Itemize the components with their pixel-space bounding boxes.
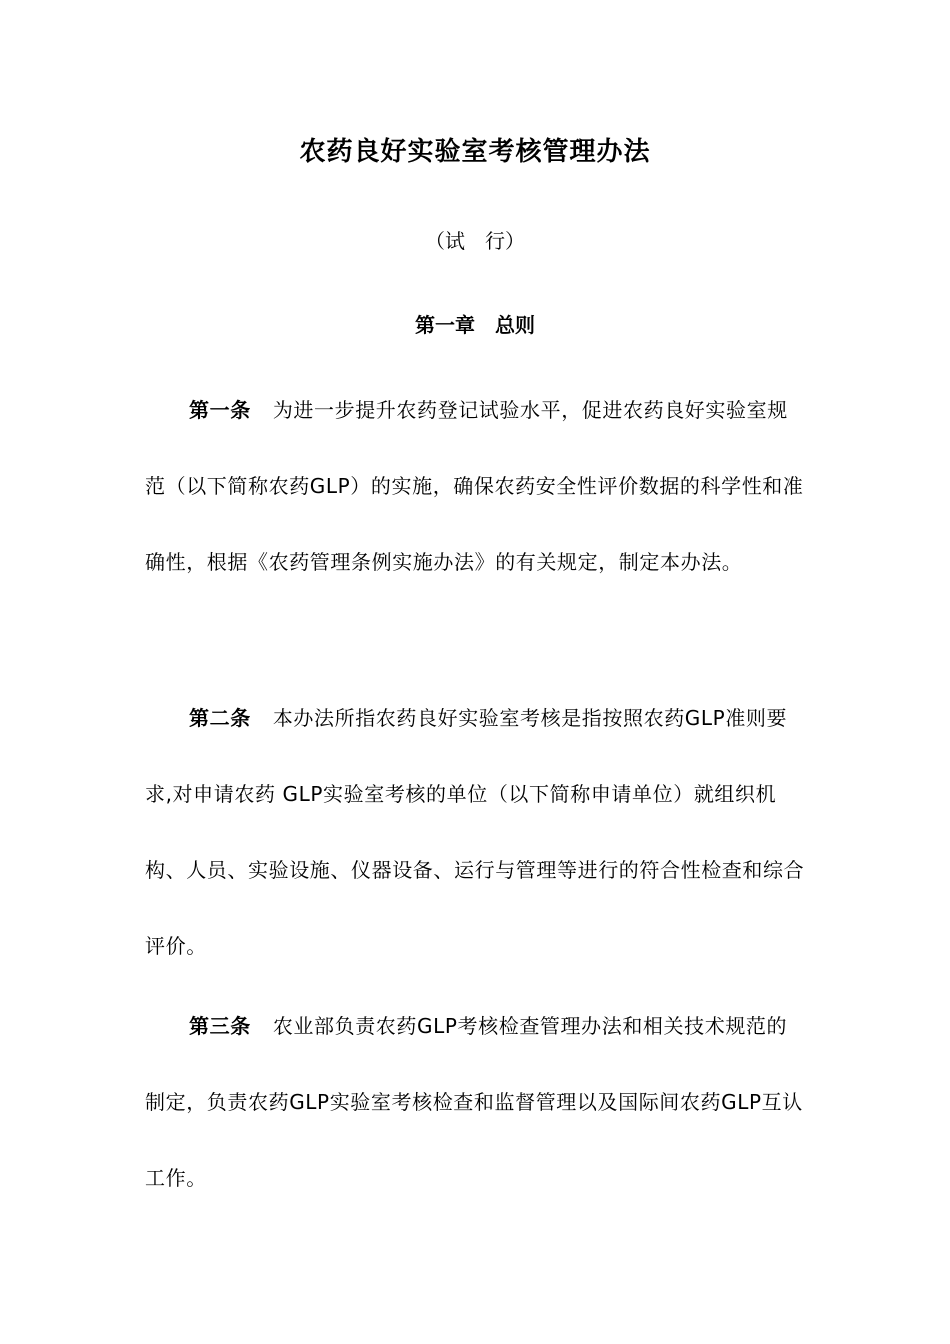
document-title: 农药良好实验室考核管理办法 <box>299 137 651 167</box>
article-1-text: 为进一步提升农药登记试验水平，促进农药良好实验室规范（以下简称农药GLP）的实施，确保农药安全性评价数据的科学性和准确性，根据《农药管理条例实施办法》的有关规定，制定本办法。 <box>145 398 804 574</box>
article-2 <box>145 680 805 984</box>
article-2-text: 本办法所指农药良好实验室考核是指按照农药GLP准则要求,对申请农药 GLP实验室考核的单位（以下简称申请单位）就组织机构、人员、实验设施、仪器设备、运行与管理等进行的符合性检查和综合评价。 <box>145 706 805 958</box>
article-1-heading: 第一条 <box>189 398 251 422</box>
document-subtitle: （试 行） <box>425 229 525 253</box>
article-3-text: 农业部负责农药GLP考核检查管理办法和相关技术规范的制定，负责农药GLP实验室考核检查和监督管理以及国际间农药GLP互认工作。 <box>145 1014 803 1190</box>
article-2-heading: 第二条 <box>189 706 251 730</box>
article-1 <box>145 372 805 600</box>
chapter-title: 第一章 总则 <box>415 313 535 337</box>
article-3 <box>145 988 805 1216</box>
article-3-heading: 第三条 <box>189 1014 251 1038</box>
